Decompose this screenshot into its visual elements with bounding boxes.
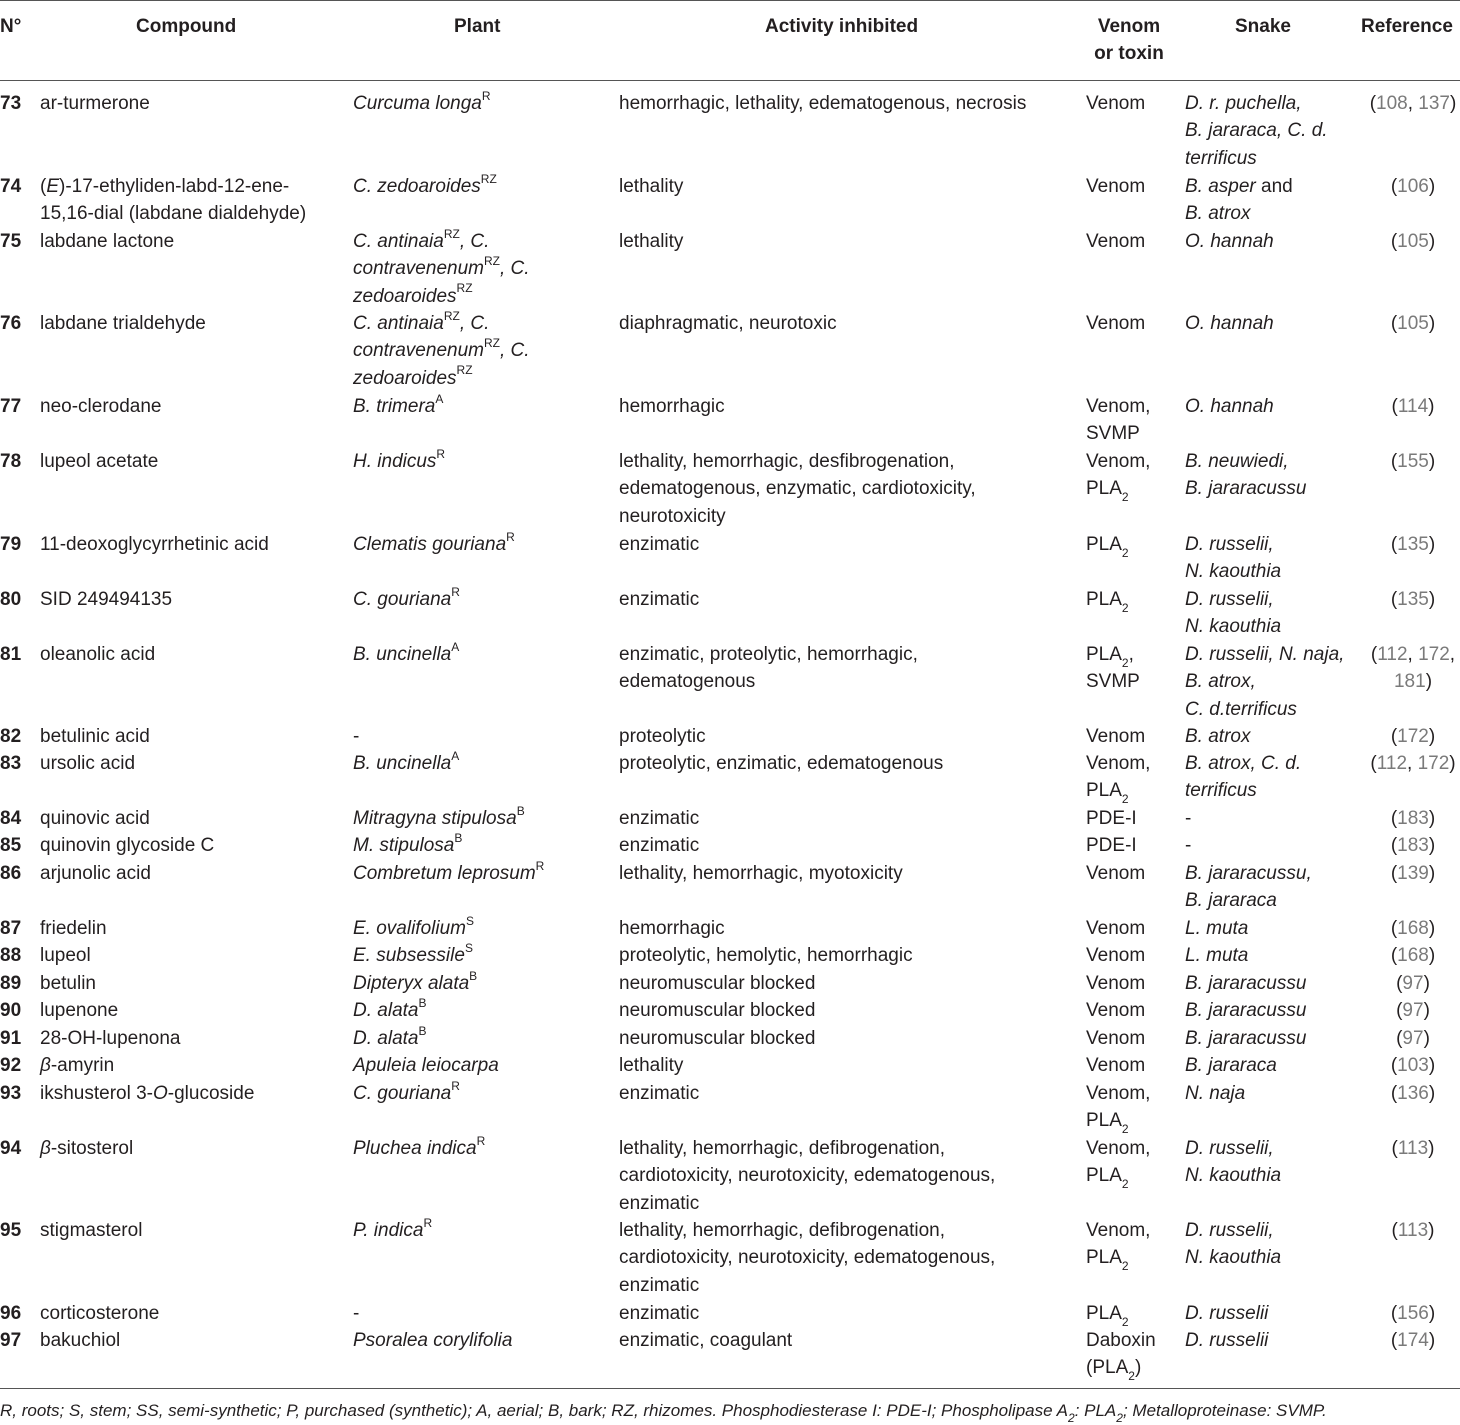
cell-activity: lethality	[619, 176, 684, 197]
cell-n: 86	[0, 863, 22, 884]
cell-ref: (139)	[1390, 863, 1436, 884]
cell-n: 83	[0, 753, 22, 774]
cell-compound: bakuchiol	[40, 1330, 121, 1351]
cell-plant: Apuleia leiocarpa	[353, 1055, 499, 1076]
cell-snake: D. r. puchella, B. jararaca, C. d. terrificus	[1185, 93, 1328, 169]
cell-compound: β-amyrin	[40, 1055, 115, 1076]
cell-venom: Venom, SVMP	[1086, 396, 1151, 445]
cell-snake: B. asper and B. atrox	[1185, 176, 1293, 225]
cell-snake: B. jararaca	[1185, 1055, 1277, 1076]
cell-n: 77	[0, 396, 22, 417]
cell-activity: enzimatic, proteolytic, hemorrhagic, edematogenous	[619, 644, 918, 693]
cell-venom: Venom	[1086, 231, 1146, 252]
header-rule	[0, 80, 1460, 81]
cell-compound: lupenone	[40, 1000, 119, 1021]
cell-plant: C. antinaia$^{RZ}$, C. contravenenum$^{RZ}$, C. zedoaroides$^{RZ}$	[353, 308, 530, 389]
cell-n: 73	[0, 93, 22, 114]
cell-snake: D. russelii, N. kaouthia	[1185, 1138, 1282, 1187]
cell-compound: labdane trialdehyde	[40, 313, 206, 334]
cell-venom: $PLA_2$, SVMP	[1086, 644, 1140, 693]
cell-activity: hemorrhagic	[619, 396, 725, 417]
cell-compound: stigmasterol	[40, 1220, 143, 1241]
cell-compound: friedelin	[40, 918, 107, 939]
cell-activity: neuromuscular blocked	[619, 1028, 816, 1049]
cell-venom: Venom	[1086, 1055, 1146, 1076]
cell-ref: (135)	[1390, 589, 1436, 610]
cell-ref: (155)	[1390, 451, 1436, 472]
cell-n: 87	[0, 918, 22, 939]
cell-n: 94	[0, 1138, 22, 1159]
cell-activity: hemorrhagic	[619, 918, 725, 939]
cell-compound: β-sitosterol	[40, 1138, 134, 1159]
cell-venom: Venom, $PLA_2$	[1086, 451, 1151, 505]
cell-compound: lupeol acetate	[40, 451, 159, 472]
cell-snake: B. jararacussu	[1185, 973, 1307, 994]
cell-activity: enzimatic	[619, 534, 700, 555]
cell-snake: L. muta	[1185, 918, 1249, 939]
cell-snake: D. russelii, N. kaouthia	[1185, 1220, 1282, 1269]
cell-snake: -	[1185, 808, 1192, 829]
header-reference: Reference	[1361, 16, 1453, 37]
cell-ref: (183)	[1390, 835, 1436, 856]
cell-ref: (113)	[1391, 1138, 1435, 1159]
cell-venom: PDE-I	[1086, 808, 1137, 829]
cell-ref: (174)	[1390, 1330, 1436, 1351]
header-venom-line2: or toxin	[1094, 43, 1164, 64]
cell-ref: (136)	[1390, 1083, 1436, 1104]
cell-n: 92	[0, 1055, 22, 1076]
cell-plant: E. ovalifolium$^S$	[353, 913, 475, 939]
cell-plant: -	[353, 726, 360, 747]
cell-compound: betulin	[40, 973, 96, 994]
cell-snake: B. atrox, C. d. terrificus	[1185, 753, 1302, 802]
cell-compound: neo-clerodane	[40, 396, 162, 417]
header-n: N°	[0, 16, 22, 37]
cell-n: 79	[0, 534, 22, 555]
cell-venom: Venom	[1086, 176, 1146, 197]
cell-plant: Dipteryx alata$^B$	[353, 968, 478, 994]
cell-plant: C. gouriana$^R$	[353, 1078, 460, 1104]
cell-n: 76	[0, 313, 22, 334]
cell-activity: enzimatic	[619, 1303, 700, 1324]
cell-plant: P. indica$^R$	[353, 1215, 433, 1241]
cell-plant: B. uncinella$^A$	[353, 748, 460, 774]
cell-plant: M. stipulosa$^B$	[353, 830, 463, 856]
header-plant: Plant	[454, 16, 501, 37]
cell-plant: E. subsessile$^S$	[353, 940, 473, 966]
cell-snake: D. russelii, N. naja, B. atrox, C. d.terrificus	[1185, 644, 1345, 720]
cell-ref: (172)	[1390, 726, 1436, 747]
cell-n: 95	[0, 1220, 22, 1241]
cell-n: 91	[0, 1028, 22, 1049]
cell-ref: (105)	[1390, 231, 1436, 252]
cell-activity: hemorrhagic, lethality, edematogenous, necrosis	[619, 93, 1027, 114]
cell-ref: (135)	[1390, 534, 1436, 555]
cell-venom: Venom	[1086, 726, 1146, 747]
cell-plant: C. zedoaroides$^{RZ}$	[353, 171, 497, 197]
cell-n: 75	[0, 231, 22, 252]
cell-activity: enzimatic	[619, 835, 700, 856]
cell-n: 96	[0, 1303, 22, 1324]
cell-compound: quinovic acid	[40, 808, 150, 829]
cell-activity: lethality, hemorrhagic, desfibrogenation, edematogenous, enzymatic, cardiotoxicity, neurotoxicity	[619, 451, 976, 527]
cell-venom: $PLA_2$	[1086, 534, 1129, 560]
cell-ref: (97)	[1396, 1028, 1430, 1049]
cell-venom: Venom	[1086, 1000, 1146, 1021]
cell-venom: Venom	[1086, 973, 1146, 994]
cell-ref: (168)	[1390, 945, 1436, 966]
cell-snake: B. jararacussu	[1185, 1028, 1307, 1049]
cell-plant: Psoralea corylifolia	[353, 1330, 513, 1351]
cell-plant: D. alata$^B$	[353, 995, 427, 1021]
cell-venom: Venom, $PLA_2$	[1086, 753, 1151, 807]
cell-plant: B. uncinella$^A$	[353, 639, 460, 665]
cell-plant: Mitragyna stipulosa$^B$	[353, 803, 525, 829]
cell-snake: N. naja	[1185, 1083, 1246, 1104]
cell-snake: -	[1185, 835, 1192, 856]
cell-n: 89	[0, 973, 22, 994]
cell-compound: arjunolic acid	[40, 863, 151, 884]
cell-plant: Combretum leprosum$^R$	[353, 858, 545, 884]
cell-ref: (112, 172)	[1370, 753, 1456, 774]
cell-ref: (103)	[1390, 1055, 1436, 1076]
header-snake: Snake	[1235, 16, 1291, 37]
cell-venom: $PLA_2$	[1086, 1303, 1129, 1329]
cell-plant: Curcuma longa$^R$	[353, 88, 491, 114]
cell-venom: Venom	[1086, 313, 1146, 334]
cell-snake: D. russelii, N. kaouthia	[1185, 534, 1282, 583]
cell-snake: D. russelii	[1185, 1303, 1269, 1324]
cell-n: 82	[0, 726, 22, 747]
cell-plant: B. trimera$^A$	[353, 391, 444, 417]
cell-venom: Venom	[1086, 918, 1146, 939]
cell-compound: quinovin glycoside C	[40, 835, 215, 856]
cell-activity: enzimatic	[619, 808, 700, 829]
cell-snake: B. neuwiedi, B. jararacussu	[1185, 451, 1307, 500]
cell-compound: labdane lactone	[40, 231, 175, 252]
cell-activity: lethality	[619, 231, 684, 252]
cell-n: 97	[0, 1330, 22, 1351]
bottom-rule	[0, 1388, 1460, 1389]
cell-ref: (114)	[1391, 396, 1435, 417]
cell-compound: corticosterone	[40, 1303, 160, 1324]
cell-snake: B. jararacussu, B. jararaca	[1185, 863, 1312, 912]
cell-snake: B. atrox	[1185, 726, 1251, 747]
cell-activity: lethality, hemorrhagic, myotoxicity	[619, 863, 903, 884]
cell-n: 74	[0, 176, 22, 197]
cell-activity: enzimatic	[619, 1083, 700, 1104]
cell-compound: betulinic acid	[40, 726, 150, 747]
cell-venom: Venom	[1086, 863, 1146, 884]
cell-compound: oleanolic acid	[40, 644, 156, 665]
cell-venom: Venom	[1086, 93, 1146, 114]
cell-activity: neuromuscular blocked	[619, 1000, 816, 1021]
cell-plant: Clematis gouriana$^R$	[353, 529, 515, 555]
cell-activity: enzimatic	[619, 589, 700, 610]
cell-compound: ar-turmerone	[40, 93, 150, 114]
cell-n: 84	[0, 808, 22, 829]
cell-compound: SID 249494135	[40, 589, 173, 610]
cell-plant: C. antinaia$^{RZ}$, C. contravenenum$^{RZ}$, C. zedoaroides$^{RZ}$	[353, 226, 530, 307]
cell-n: 93	[0, 1083, 22, 1104]
cell-plant: D. alata$^B$	[353, 1023, 427, 1049]
cell-snake: O. hannah	[1185, 396, 1274, 417]
cell-activity: proteolytic	[619, 726, 706, 747]
cell-n: 78	[0, 451, 22, 472]
header-activity: Activity inhibited	[765, 16, 919, 37]
cell-plant: H. indicus$^R$	[353, 446, 446, 472]
cell-venom: Daboxin $(PLA_2)$	[1086, 1330, 1156, 1384]
cell-ref: (112, 172, 181)	[1370, 644, 1456, 693]
cell-snake: B. jararacussu	[1185, 1000, 1307, 1021]
cell-ref: (105)	[1390, 313, 1436, 334]
cell-plant: C. gouriana$^R$	[353, 584, 460, 610]
table-footnote: R, roots; S, stem; SS, semi-synthetic; P, purchased (synthetic); A, aerial; B, bark; RZ, rhizomes. Phosphodiesterase I: PDE-I; Phospholipase $A_2$: $PLA_2$; Metalloproteinase: SVMP.	[0, 1401, 1327, 1425]
cell-n: 85	[0, 835, 22, 856]
cell-compound: 28-OH-lupenona	[40, 1028, 181, 1049]
cell-activity: proteolytic, enzimatic, edematogenous	[619, 753, 944, 774]
cell-activity: lethality	[619, 1055, 684, 1076]
cell-snake: O. hannah	[1185, 313, 1274, 334]
cell-venom: Venom	[1086, 945, 1146, 966]
cell-snake: O. hannah	[1185, 231, 1274, 252]
cell-n: 80	[0, 589, 22, 610]
cell-plant: -	[353, 1303, 360, 1324]
cell-activity: diaphragmatic, neurotoxic	[619, 313, 837, 334]
cell-activity: proteolytic, hemolytic, hemorrhagic	[619, 945, 913, 966]
cell-compound: ursolic acid	[40, 753, 136, 774]
cell-ref: (97)	[1396, 973, 1430, 994]
cell-activity: neuromuscular blocked	[619, 973, 816, 994]
cell-venom: $PLA_2$	[1086, 589, 1129, 615]
cell-activity: lethality, hemorrhagic, defibrogenation, cardiotoxicity, neurotoxicity, edematogenous, enzimatic	[619, 1138, 996, 1214]
cell-n: 81	[0, 644, 22, 665]
cell-ref: (183)	[1390, 808, 1436, 829]
header-venom	[1090, 13, 1168, 67]
cell-compound: (E)-17-ethyliden-labd-12-ene- 15,16-dial (labdane dialdehyde)	[40, 176, 307, 225]
cell-compound: 11-deoxoglycyrrhetinic acid	[40, 534, 269, 555]
cell-snake: L. muta	[1185, 945, 1249, 966]
cell-ref: (97)	[1396, 1000, 1430, 1021]
cell-ref: (113)	[1391, 1220, 1435, 1241]
cell-activity: enzimatic, coagulant	[619, 1330, 793, 1351]
cell-ref: (106)	[1390, 176, 1436, 197]
cell-venom: Venom, $PLA_2$	[1086, 1083, 1151, 1137]
cell-compound: lupeol	[40, 945, 91, 966]
cell-snake: D. russelii, N. kaouthia	[1185, 589, 1282, 638]
cell-plant: Pluchea indica$^R$	[353, 1133, 486, 1159]
cell-n: 90	[0, 1000, 22, 1021]
header-venom-line1: Venom	[1097, 16, 1161, 37]
cell-compound: ikshusterol 3-O-glucoside	[40, 1083, 255, 1104]
cell-n: 88	[0, 945, 22, 966]
cell-venom: Venom, $PLA_2$	[1086, 1138, 1151, 1192]
top-rule	[0, 0, 1460, 1]
cell-ref: (168)	[1390, 918, 1436, 939]
header-compound: Compound	[136, 16, 237, 37]
cell-venom: Venom, $PLA_2$	[1086, 1220, 1151, 1274]
cell-snake: D. russelii	[1185, 1330, 1269, 1351]
cell-ref: (108, 137)	[1369, 93, 1457, 114]
cell-activity: lethality, hemorrhagic, defibrogenation, cardiotoxicity, neurotoxicity, edematogenous, enzimatic	[619, 1220, 996, 1296]
cell-venom: Venom	[1086, 1028, 1146, 1049]
cell-ref: (156)	[1390, 1303, 1436, 1324]
cell-venom: PDE-I	[1086, 835, 1137, 856]
